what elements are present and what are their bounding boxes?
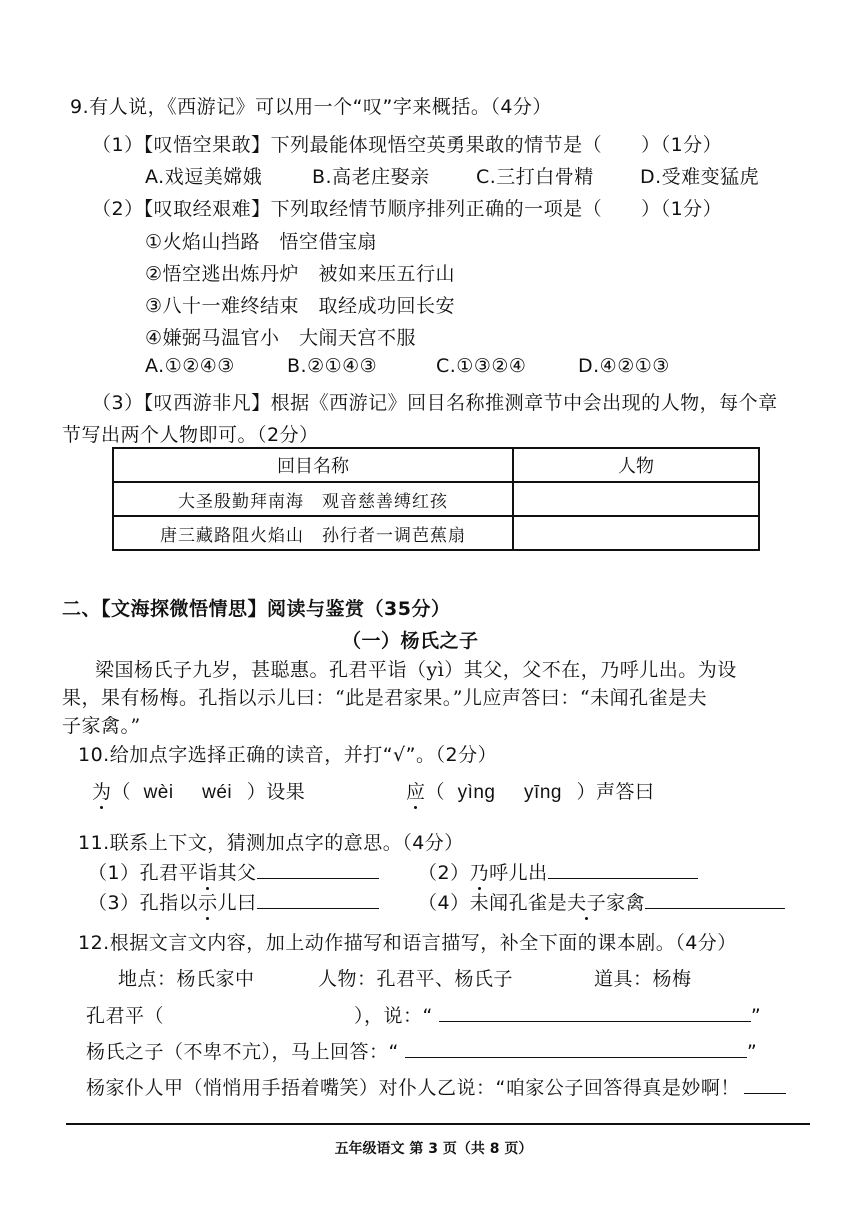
q12-people: 人物：孔君平、杨氏子 (318, 968, 514, 990)
page-footer: 五年级语文 第 3 页（共 8 页） (334, 1141, 533, 1157)
answer-blank[interactable] (257, 890, 379, 909)
table-header-row (113, 448, 759, 482)
q10-item1 (92, 777, 305, 804)
q9-part2-option-b: B.②①④③ (287, 355, 378, 377)
q12-line2-prefix: 杨氏之子（不卑不亢），马上回答：“ (86, 1041, 399, 1063)
bracket-open: （ (425, 781, 446, 803)
q12-line1-middle: ），说：“ (354, 1005, 433, 1027)
q9-part2-event: ①火焰山挡路 悟空借宝扇 (145, 231, 378, 253)
dotted-char: 夫子 (567, 888, 606, 915)
closing-quote: ” (746, 1041, 758, 1063)
q9-part2-event: ③八十一难终结束 取经成功回长安 (145, 295, 456, 317)
people-answer-cell[interactable] (513, 482, 759, 516)
q11-title: 11.联系上下文，猜测加点字的意思。（4分） (78, 832, 464, 854)
pinyin-option[interactable]: wèi (143, 782, 174, 803)
dotted-char: 应 (406, 777, 426, 804)
q11-item (88, 888, 379, 915)
q11-item-prefix: （3）孔指以 (88, 892, 199, 914)
q11-item-prefix: （4）未闻孔雀是 (418, 892, 568, 914)
q11-item-prefix: （1）孔君平 (88, 862, 199, 884)
passage-line: 梁国杨氏子九岁，甚聪惠。孔君平诣（yì）其父，父不在，乃呼儿出。为设 (95, 659, 737, 681)
q9-part2-event: ②悟空逃出炼丹炉 被如来压五行山 (145, 263, 456, 285)
table-header-title: 回目名称 (113, 448, 513, 482)
item-suffix: ）声答曰 (576, 781, 655, 803)
q12-line1-prefix: 孔君平（ (86, 1005, 165, 1027)
speech-answer-blank[interactable] (405, 1039, 747, 1058)
q11-item-suffix: 家禽 (606, 892, 646, 914)
q9-answer-table (112, 447, 760, 551)
q12-title: 12.根据文言文内容，加上动作描写和语言描写，补全下面的课本剧。（4分） (78, 932, 737, 954)
bracket-open: （ (111, 781, 132, 803)
q9-part1-option-c: C.三打白骨精 (476, 166, 594, 188)
q11-item-suffix: 儿曰 (217, 892, 257, 914)
passage-line: 子家禽。” (62, 715, 141, 737)
answer-blank[interactable] (548, 860, 698, 879)
pinyin-option[interactable]: wéi (202, 782, 233, 803)
q11-item-prefix: （2） (418, 862, 470, 884)
q9-part3-line1: （3）【叹西游非凡】根据《西游记》回目名称推测章节中会出现的人物，每个章 (92, 392, 778, 414)
pinyin-option[interactable]: yīng (524, 782, 562, 803)
people-answer-cell[interactable] (513, 516, 759, 550)
q9-part1-option-a: A.戏逗美嫦娥 (145, 166, 263, 188)
q12-script-line1 (86, 1001, 761, 1028)
q11-item (88, 858, 379, 885)
table-row (113, 516, 759, 550)
answer-blank[interactable] (645, 890, 785, 909)
chapter-title-cell: 大圣殷勤拜南海 观音慈善缚红孩 (113, 482, 513, 516)
section2-heading: 二、【文海探微悟情思】阅读与鉴赏（35分） (62, 598, 451, 620)
chapter-title-cell: 唐三藏路阻火焰山 孙行者一调芭蕉扇 (113, 516, 513, 550)
q9-part2-option-c: C.①③②④ (436, 355, 527, 377)
footer-divider (66, 1123, 810, 1125)
speech-answer-blank[interactable] (744, 1075, 786, 1094)
dotted-char: 示 (198, 888, 218, 915)
q11-item-suffix: 其父 (217, 862, 257, 884)
passage-line: 果，果有杨梅。孔指以示儿曰：“此是君家果。”儿应声答曰：“未闻孔雀是夫 (62, 687, 708, 709)
q11-item-suffix: 呼儿出 (489, 862, 548, 884)
q12-props: 道具：杨梅 (594, 968, 692, 990)
q10-title: 10.给加点字选择正确的读音，并打“√”。（2分） (78, 744, 498, 766)
dotted-char: 乃 (470, 858, 490, 885)
q10-item2 (406, 777, 655, 804)
dotted-char: 为 (92, 777, 112, 804)
q9-part1: （1）【叹悟空果敢】下列最能体现悟空英勇果敢的情节是（ ）（1分） (92, 134, 723, 156)
q9-part2-option-d: D.④②①③ (578, 355, 670, 377)
passage-title: （一）杨氏之子 (342, 630, 479, 652)
q9-title: 9.有人说，《西游记》可以用一个“叹”字来概括。（4分） (70, 96, 552, 118)
q11-item (418, 858, 698, 885)
item-suffix: ）设果 (246, 781, 306, 803)
q12-script-line3 (86, 1073, 786, 1100)
q9-part2-event: ④嫌弼马温官小 大闹天宫不服 (145, 327, 417, 349)
table-row (113, 482, 759, 516)
answer-blank[interactable] (257, 860, 379, 879)
dotted-char: 诣 (198, 858, 218, 885)
closing-quote: ” (750, 1005, 762, 1027)
q11-item (418, 888, 785, 915)
q12-place: 地点：杨氏家中 (118, 968, 255, 990)
q9-part1-option-d: D.受难变猛虎 (640, 166, 760, 188)
q9-part2: （2）【叹取经艰难】下列取经情节顺序排列正确的一项是（ ）（1分） (92, 198, 723, 220)
pinyin-option[interactable]: yìng (457, 782, 496, 803)
table-header-people: 人物 (513, 448, 759, 482)
q12-line3-text: 杨家仆人甲（悄悄用手捂着嘴笑）对仆人乙说：“咱家公子回答得真是妙啊！ (86, 1077, 740, 1099)
q12-script-line2 (86, 1037, 757, 1064)
speech-answer-blank[interactable] (439, 1003, 751, 1022)
q9-part3-line2: 节写出两个人物即可。（2分） (62, 424, 319, 446)
q9-part2-option-a: A.①②④③ (145, 355, 235, 377)
q9-part1-option-b: B.高老庄娶亲 (312, 166, 430, 188)
